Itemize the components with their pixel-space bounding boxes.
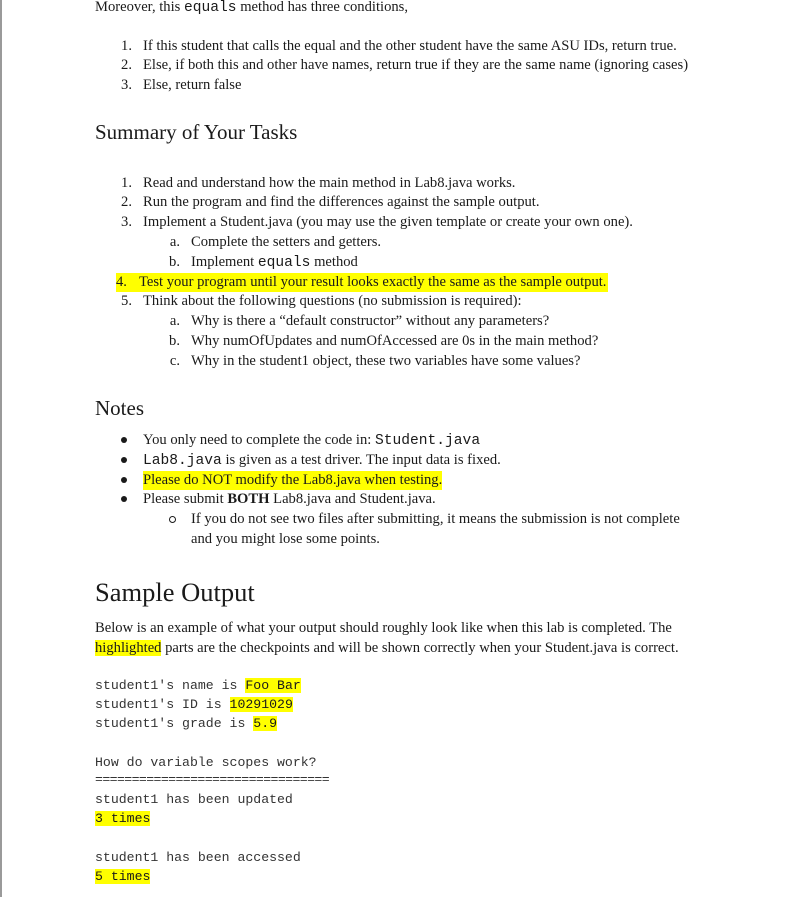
sample-description-line <box>95 639 679 658</box>
subtask-text: Implement <box>191 254 258 270</box>
output-separator: ================================ <box>95 772 330 787</box>
subtask-item <box>191 253 358 273</box>
notes-heading: Notes <box>95 396 144 420</box>
task-number: 4. <box>116 274 127 290</box>
page-left-edge <box>0 0 2 897</box>
subtask-letter: b. <box>169 333 180 349</box>
subtask-letter: b. <box>169 254 180 270</box>
output-line <box>95 715 277 733</box>
note-item <box>143 451 501 471</box>
task-number: 3. <box>121 214 132 230</box>
task-text: Test your program until your result looks exactly the same as the sample output. <box>138 274 607 290</box>
output-line: student1 has been accessed <box>95 850 301 865</box>
note-text: is given as a test driver. The input data is fixed. <box>221 452 501 468</box>
note-text: Please submit <box>143 491 228 507</box>
output-text: student1's grade is <box>95 716 254 731</box>
intro-code: equals <box>184 0 237 16</box>
bullet-icon <box>121 477 127 483</box>
subtask-letter: a. <box>169 234 180 250</box>
output-text: student1's name is <box>95 678 246 693</box>
summary-heading: Summary of Your Tasks <box>95 120 298 144</box>
subtask-item: Why in the student1 object, these two variables have some values? <box>191 353 581 369</box>
subtask-code: equals <box>257 255 311 271</box>
output-checkpoint: 3 times <box>95 811 151 826</box>
output-line: How do variable scopes work? <box>95 755 317 770</box>
note-text: You only need to complete the code in: <box>143 432 375 448</box>
task-item: Run the program and find the differences against the sample output. <box>143 194 540 210</box>
note-item <box>143 431 480 451</box>
bullet-icon <box>121 457 127 463</box>
note-text-end: Lab8.java and Student.java. <box>269 491 436 507</box>
note-code: Lab8.java <box>143 453 222 469</box>
output-line <box>95 810 150 828</box>
note-bold: BOTH <box>227 491 270 507</box>
sample-output-heading: Sample Output <box>95 577 255 607</box>
bullet-icon <box>121 437 127 443</box>
task-number: 1. <box>121 175 132 191</box>
condition-number: 1. <box>121 38 132 54</box>
output-line <box>95 696 293 714</box>
subnote-line: and you might lose some points. <box>191 531 380 547</box>
task-number: 5. <box>121 293 132 309</box>
sample-description-text: parts are the checkpoints and will be shown correctly when your Student.java is correct. <box>161 640 679 656</box>
hollow-bullet-icon <box>169 516 176 523</box>
task-item: Implement a Student.java (you may use the given template or create your own one). <box>143 214 633 230</box>
task-item-highlighted <box>116 273 608 292</box>
subtask-letter: a. <box>169 313 180 329</box>
intro-text: Moreover, this <box>95 0 184 15</box>
condition-item: Else, if both this and other have names, return true if they are the same name (ignoring cases) <box>143 57 689 73</box>
condition-number: 3. <box>121 77 132 93</box>
subtask-text-end: method <box>310 254 358 270</box>
condition-item: If this student that calls the equal and the other student have the same ASU IDs, return true. <box>143 38 677 54</box>
condition-item: Else, return false <box>143 77 242 93</box>
task-item: Think about the following questions (no submission is required): <box>143 293 522 309</box>
intro-line <box>95 0 408 18</box>
condition-number: 2. <box>121 57 132 73</box>
intro-text-end: method has three conditions, <box>236 0 408 15</box>
bullet-icon <box>121 496 127 502</box>
output-checkpoint: Foo Bar <box>245 678 301 693</box>
output-text: student1's ID is <box>95 697 230 712</box>
output-checkpoint: 5 times <box>95 869 151 884</box>
note-item-highlighted: Please do NOT modify the Lab8.java when testing. <box>143 472 443 488</box>
highlighted-word: highlighted <box>95 640 162 656</box>
note-code: Student.java <box>374 433 481 449</box>
sample-description-line: Below is an example of what your output should roughly look like when this lab is completed. The <box>95 620 672 636</box>
output-line: student1 has been updated <box>95 792 293 807</box>
output-checkpoint: 10291029 <box>229 697 293 712</box>
subtask-letter: c. <box>169 353 180 369</box>
task-item: Read and understand how the main method in Lab8.java works. <box>143 175 516 191</box>
output-line <box>95 677 301 695</box>
output-checkpoint: 5.9 <box>253 716 278 731</box>
subtask-item: Complete the setters and getters. <box>191 234 382 250</box>
subtask-item: Why is there a “default constructor” without any parameters? <box>191 313 550 329</box>
subtask-item: Why numOfUpdates and numOfAccessed are 0s in the main method? <box>191 333 599 349</box>
task-number: 2. <box>121 194 132 210</box>
output-line <box>95 868 150 886</box>
subnote-line: If you do not see two files after submitting, it means the submission is not complete <box>191 511 680 527</box>
note-item <box>143 490 436 509</box>
